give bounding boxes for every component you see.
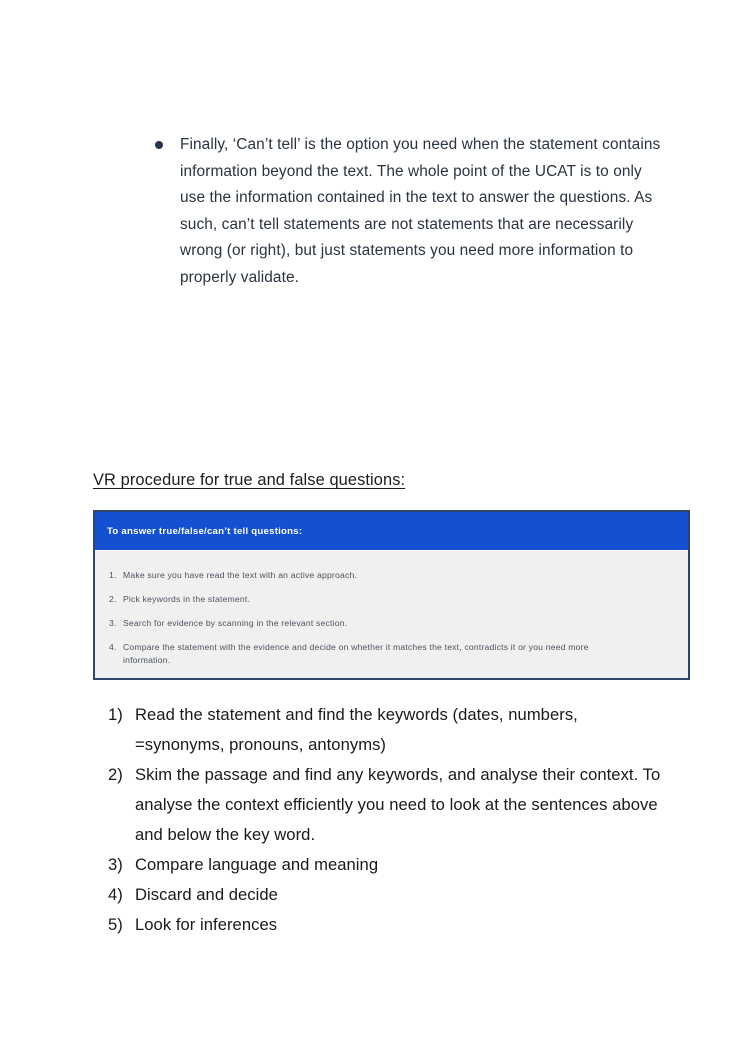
info-step-number: 2.	[109, 594, 117, 604]
info-step-text: Make sure you have read the text with an active approach.	[123, 570, 358, 580]
info-step-number: 3.	[109, 618, 117, 628]
procedure-item-text: Compare language and meaning	[135, 855, 379, 874]
info-step-text: Search for evidence by scanning in the relevant section.	[123, 618, 348, 628]
intro-paragraph-text: Finally, ‘Can’t tell’ is the option you need when the statement contains information beyond the text. The whole point of the UCAT is to only use the information contained in the text to answer the questions. As such, can’t tell statements are not statements that are necessarily wrong (or right), but just statements you need more information to properly validate.	[180, 136, 661, 286]
list-item	[109, 617, 674, 630]
section-heading: VR procedure for true and false questions:	[93, 471, 406, 489]
list-item	[108, 850, 670, 880]
procedure-item-number: 5)	[108, 915, 123, 934]
procedure-item-text: Discard and decide	[135, 885, 278, 904]
list-item	[108, 910, 670, 940]
info-box-body	[95, 551, 688, 677]
info-box-header-title: To answer true/false/can’t tell questions:	[107, 525, 303, 537]
list-item	[109, 641, 674, 667]
procedure-item-text: Read the statement and find the keywords (dates, numbers, =synonyms, pronouns, antonyms)	[135, 705, 578, 754]
procedure-item-number: 2)	[108, 765, 123, 784]
list-item	[108, 700, 670, 760]
info-step-number: 1.	[109, 570, 117, 580]
list-item	[108, 760, 670, 850]
list-item	[155, 132, 670, 292]
list-item	[109, 593, 674, 606]
list-item	[108, 880, 670, 910]
list-item	[109, 569, 674, 582]
procedure-item-number: 1)	[108, 705, 123, 724]
procedure-item-text: Skim the passage and find any keywords, and analyse their context. To analyse the context efficiently you need to look at the sentences above and below the key word.	[135, 765, 661, 844]
procedure-item-number: 4)	[108, 885, 123, 904]
info-box-header	[95, 512, 688, 551]
info-step-text: Compare the statement with the evidence and decide on whether it matches the text, contradicts it or you need more information.	[123, 642, 589, 665]
procedure-item-text: Look for inferences	[135, 915, 278, 934]
procedure-list	[108, 700, 670, 940]
info-step-number: 4.	[109, 642, 117, 652]
info-step-text: Pick keywords in the statement.	[123, 594, 251, 604]
bullet-dot-icon	[155, 141, 163, 149]
procedure-item-number: 3)	[108, 855, 123, 874]
info-box	[93, 510, 690, 680]
intro-bullet-block	[155, 132, 670, 292]
